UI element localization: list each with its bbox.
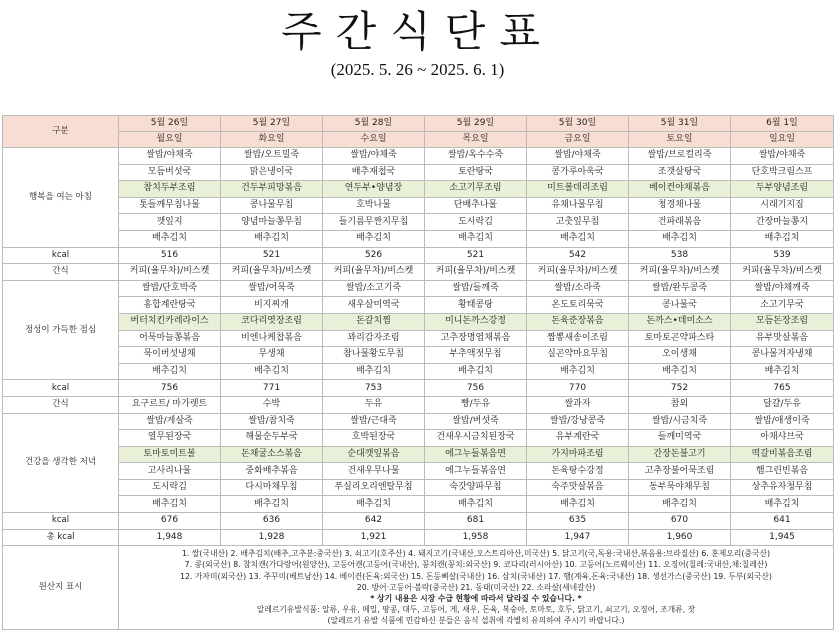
header-label: 구분	[3, 116, 119, 148]
menu-item: 햄그린빈볶음	[731, 463, 834, 480]
menu-item: 배추재첩국	[323, 164, 425, 181]
menu-item: 도시락김	[425, 214, 527, 231]
menu-item: 배추김치	[119, 230, 221, 247]
total-kcal-value: 1,947	[527, 529, 629, 546]
menu-item: 떡갈비볶음조림	[731, 446, 834, 463]
origin-line: 20. 방어·고등어·볼락(중국산) 21. 동태(미국산) 22. 소라살(세네갈산)	[356, 582, 596, 592]
menu-item: 쌀밥/들깨죽	[425, 280, 527, 297]
menu-item: 배추김치	[221, 496, 323, 513]
menu-item: 청경채나물	[629, 197, 731, 214]
header-date: 5월 30일	[527, 116, 629, 132]
snack-item: 커피(율무차)/비스켓	[221, 264, 323, 281]
menu-item: 비지찌개	[221, 297, 323, 314]
menu-item: 다시마채무침	[221, 479, 323, 496]
menu-item: 배추김치	[629, 363, 731, 380]
menu-item: 미트볼데리조림	[527, 181, 629, 198]
menu-item: 홍합계란탕국	[119, 297, 221, 314]
menu-item: 돈채굴소스볶음	[221, 446, 323, 463]
menu-item: 쌀밥/야채죽	[731, 148, 834, 165]
menu-item: 배추김치	[221, 363, 323, 380]
menu-item: 건새우시금치된장국	[425, 430, 527, 447]
menu-item: 배추김치	[731, 230, 834, 247]
snack-item: 커피(율무차)/비스켓	[527, 264, 629, 281]
menu-item: 쌀밥/어묵죽	[221, 280, 323, 297]
menu-item: 고사리나물	[119, 463, 221, 480]
menu-item: 참치두부조림	[119, 181, 221, 198]
menu-item: 비엔나케찹볶음	[221, 330, 323, 347]
menu-item: 쌀밥/옥수수죽	[425, 148, 527, 165]
menu-item: 돈육탕수강정	[527, 463, 629, 480]
total-kcal-label: 총 kcal	[3, 529, 119, 546]
menu-item: 황태콩탕	[425, 297, 527, 314]
breakfast-row	[3, 181, 834, 198]
menu-item: 배추김치	[629, 496, 731, 513]
menu-item: 고추장명엽채볶음	[425, 330, 527, 347]
menu-item: 소고기무국	[731, 297, 834, 314]
lunch-label: 정성이 가득한 점심	[3, 280, 119, 380]
snack-item: 커피(율무차)/비스켓	[323, 264, 425, 281]
kcal-value: 771	[221, 380, 323, 397]
lunch-row	[3, 347, 834, 364]
snack-item: 수박	[221, 396, 323, 413]
dinner-row	[3, 430, 834, 447]
header-date: 5월 29일	[425, 116, 527, 132]
kcal-value: 635	[527, 513, 629, 530]
menu-item: 미니돈까스강정	[425, 313, 527, 330]
menu-item: 쌀밥/오트밀죽	[221, 148, 323, 165]
snack-item: 커피(율무차)/비스켓	[425, 264, 527, 281]
kcal-value: 681	[425, 513, 527, 530]
kcal-value: 756	[425, 380, 527, 397]
menu-item: 돈육준장볶음	[527, 313, 629, 330]
snack-item: 참외	[629, 396, 731, 413]
menu-item: 소고기무조림	[425, 181, 527, 198]
header-day: 일요일	[731, 132, 834, 148]
menu-item: 무생채	[221, 347, 323, 364]
kcal-value: 641	[731, 513, 834, 530]
menu-item: 쌀밥/완두콩죽	[629, 280, 731, 297]
menu-item: 모듬돈장조림	[731, 313, 834, 330]
menu-item: 쌀밥/브로컬리죽	[629, 148, 731, 165]
menu-item: 배추김치	[425, 363, 527, 380]
menu-item: 코다리엿장조림	[221, 313, 323, 330]
menu-item: 시래기지짐	[731, 197, 834, 214]
menu-item: 쌀밥/야채죽	[119, 148, 221, 165]
menu-item: 토마토곤약파스타	[629, 330, 731, 347]
kcal-value: 770	[527, 380, 629, 397]
kcal-value: 521	[425, 247, 527, 264]
kcal-value: 538	[629, 247, 731, 264]
menu-item: 건새우무나물	[323, 463, 425, 480]
menu-item: 해물순두부국	[221, 430, 323, 447]
total-kcal-value: 1,958	[425, 529, 527, 546]
menu-item: 모듬버섯국	[119, 164, 221, 181]
date-range: (2025. 5. 26 ~ 2025. 6. 1)	[330, 60, 505, 79]
menu-item: 고추장불어묵조림	[629, 463, 731, 480]
snack-item: 빵/두유	[425, 396, 527, 413]
menu-item: 배추김치	[731, 496, 834, 513]
menu-item: 들깨미역국	[629, 430, 731, 447]
lunch-row	[3, 297, 834, 314]
menu-item: 호박된장국	[323, 430, 425, 447]
menu-item: 중화배추볶음	[221, 463, 323, 480]
menu-item: 간장돈불고기	[629, 446, 731, 463]
kcal-value: 756	[119, 380, 221, 397]
breakfast-row	[3, 230, 834, 247]
breakfast-row	[3, 214, 834, 231]
header-date: 5월 27일	[221, 116, 323, 132]
menu-item: 돈까스•데미소스	[629, 313, 731, 330]
kcal-value: 521	[221, 247, 323, 264]
origin-line: 1. 쌀(국내산) 2. 배추김치(배추,고추분:중국산) 3. 쇠고기(호주산) 4. 돼지고기(국내산,오스트리아산,미국산) 5. 닭고기(국,독용:국내산,볶음용:브라질산) 6. 훈제오리(중국산)	[181, 549, 771, 559]
menu-item: 쌀밥/게살죽	[119, 413, 221, 430]
breakfast-label: 행복을 여는 아침	[3, 148, 119, 248]
kcal-value: 636	[221, 513, 323, 530]
menu-item: 쌀밥/야채죽	[323, 148, 425, 165]
menu-item: 배추김치	[323, 496, 425, 513]
menu-item: 순대깻잎볶음	[323, 446, 425, 463]
menu-item: 참나물황도무침	[323, 347, 425, 364]
menu-item: 배추김치	[731, 363, 834, 380]
menu-item: 베이컨야채볶음	[629, 181, 731, 198]
menu-item: 유부맛살볶음	[731, 330, 834, 347]
total-kcal-value: 1,921	[323, 529, 425, 546]
header-day: 금요일	[527, 132, 629, 148]
menu-item: 쌀밥/애생이죽	[731, 413, 834, 430]
menu-item: 단배추나물	[425, 197, 527, 214]
menu-item: 쌀밥/소고기죽	[323, 280, 425, 297]
kcal-value: 542	[527, 247, 629, 264]
kcal-value: 526	[323, 247, 425, 264]
menu-item: 배추김치	[527, 363, 629, 380]
menu-item: 콩나물무침	[221, 197, 323, 214]
kcal-value: 642	[323, 513, 425, 530]
kcal-value: 676	[119, 513, 221, 530]
menu-item: 콩나물겨자냉채	[731, 347, 834, 364]
header-day: 토요일	[629, 132, 731, 148]
total-kcal-value: 1,960	[629, 529, 731, 546]
menu-item: 배추김치	[629, 230, 731, 247]
menu-item: 간장마늘쫑지	[731, 214, 834, 231]
menu-item: 양념마늘쫑무침	[221, 214, 323, 231]
header-day: 수요일	[323, 132, 425, 148]
snack-label: 간식	[3, 396, 119, 413]
menu-item: 두부양념조림	[731, 181, 834, 198]
menu-item: 배추김치	[119, 496, 221, 513]
menu-item: 쌀밥/시금치죽	[629, 413, 731, 430]
menu-item: 오이생채	[629, 347, 731, 364]
menu-item: 도시락김	[119, 479, 221, 496]
menu-item: 동부묵야채무침	[629, 479, 731, 496]
menu-item: 아채샤브국	[731, 430, 834, 447]
snack-label: 간식	[3, 264, 119, 281]
menu-item: 숙주맛살볶음	[527, 479, 629, 496]
menu-item: 쌀밥/소라죽	[527, 280, 629, 297]
header-day: 화요일	[221, 132, 323, 148]
dinner-row	[3, 446, 834, 463]
menu-item: 톳들깨무침나물	[119, 197, 221, 214]
snack-item: 커피(율무차)/비스켓	[119, 264, 221, 281]
snack-item: 커피(율무차)/비스켓	[629, 264, 731, 281]
allergy-list: 알레르기유발식품: 알류, 우유, 메밀, 땅콩, 대두, 고등어, 게, 새우, 돈육, 복숭아, 토마토, 호두, 닭고기, 쇠고기, 오징어, 조개류, 잣	[256, 605, 696, 615]
origin-label: 원산지 표시	[3, 546, 119, 629]
dinner-row	[3, 479, 834, 496]
menu-item: 토란탕국	[425, 164, 527, 181]
menu-item: 쌀밥/단호박죽	[119, 280, 221, 297]
header-date: 6월 1일	[731, 116, 834, 132]
page-title: 주간식단표	[281, 7, 554, 56]
header-day: 목요일	[425, 132, 527, 148]
kcal-value: 753	[323, 380, 425, 397]
menu-item: 온도토리묵국	[527, 297, 629, 314]
menu-item: 열무된장국	[119, 430, 221, 447]
menu-item: 배추김치	[221, 230, 323, 247]
menu-item: 배추김치	[119, 363, 221, 380]
breakfast-row	[3, 148, 834, 165]
snack-item: 요구르트/ 마가렛트	[119, 396, 221, 413]
menu-item: 토마토미트볼	[119, 446, 221, 463]
menu-item: 유채나물무침	[527, 197, 629, 214]
menu-item: 쌀밥/강낭콩죽	[527, 413, 629, 430]
menu-item: 짬뽕새송이조림	[527, 330, 629, 347]
snack-item: 두유	[323, 396, 425, 413]
menu-item: 배추김치	[527, 230, 629, 247]
menu-item: 쌀밥/야채죽	[527, 148, 629, 165]
weekly-menu-table	[2, 115, 834, 630]
menu-item: 건파래볶음	[629, 214, 731, 231]
dinner-label: 건강을 생각한 저녁	[3, 413, 119, 513]
lunch-row	[3, 330, 834, 347]
kcal-value: 752	[629, 380, 731, 397]
origin-notes	[119, 546, 834, 629]
menu-item: 배추김치	[323, 230, 425, 247]
menu-item: 숙갓양파무침	[425, 479, 527, 496]
breakfast-row	[3, 164, 834, 181]
menu-item: 쌀밥/참치죽	[221, 413, 323, 430]
dinner-row	[3, 413, 834, 430]
snack-item: 달걀/두유	[731, 396, 834, 413]
menu-item: 푸실리오리엔탈무침	[323, 479, 425, 496]
menu-item: 호박나물	[323, 197, 425, 214]
lunch-row	[3, 280, 834, 297]
menu-item: 유부계란국	[527, 430, 629, 447]
header-date: 5월 28일	[323, 116, 425, 132]
dinner-row	[3, 496, 834, 513]
total-kcal-value: 1,945	[731, 529, 834, 546]
total-kcal-value: 1,948	[119, 529, 221, 546]
menu-item: 단호박크림스프	[731, 164, 834, 181]
origin-notice: * 상기 내용은 시장 수급 현황에 따라서 달라질 수 있습니다. *	[370, 594, 582, 604]
breakfast-kcal-label: kcal	[3, 247, 119, 264]
menu-item: 돈갈치찜	[323, 313, 425, 330]
kcal-value: 539	[731, 247, 834, 264]
allergy-note: (알레르기 유발 식품에 민감하신 분들은 음식 섭취에 각별히 유의하여 주시기 바랍니다.)	[327, 616, 625, 626]
menu-item: 묵이버섯냉채	[119, 347, 221, 364]
dinner-row	[3, 463, 834, 480]
menu-item: 쌀밥/야채깨죽	[731, 280, 834, 297]
lunch-row	[3, 363, 834, 380]
menu-item: 상추유자청무침	[731, 479, 834, 496]
menu-item: 콩가루아욱국	[527, 164, 629, 181]
menu-item: 연두부•양념장	[323, 181, 425, 198]
menu-item: 조갯살탕국	[629, 164, 731, 181]
kcal-value: 670	[629, 513, 731, 530]
header-date: 5월 26일	[119, 116, 221, 132]
menu-item: 맑은냉이국	[221, 164, 323, 181]
kcal-value: 516	[119, 247, 221, 264]
header-day: 월요일	[119, 132, 221, 148]
menu-item: 부추액젓무침	[425, 347, 527, 364]
snack-item: 커피(율무차)/비스켓	[731, 264, 834, 281]
menu-item: 에그누들볶음면	[425, 463, 527, 480]
menu-item: 배추김치	[425, 496, 527, 513]
menu-item: 건두부피망볶음	[221, 181, 323, 198]
kcal-value: 765	[731, 380, 834, 397]
lunch-kcal-label: kcal	[3, 380, 119, 397]
menu-item: 쌀밥/버섯죽	[425, 413, 527, 430]
origin-line: 7. 콩(외국산) 8. 참치캔(가다랑어(원양산), 고등어캔(고등어(국내산), 꽁치캔(꽁치:외국산) 9. 코다리(러시아산) 10. 고등어(노르웨이산) 11. 오징어(칠레:국내산,채:칠레산)	[184, 560, 768, 570]
menu-item: 실곤약마요무침	[527, 347, 629, 364]
origin-line: 12. 가자미(외국산) 13. 주꾸미(베트남산) 14. 베이컨(돈육:외국산) 15. 돈등뼈살(국내산) 16. 삼치(국내산) 17. 햄(계육,돈육:국내산) 18. 생선가스(중국산) 19. 두부(외국산)	[180, 571, 772, 581]
menu-item: 배추김치	[323, 363, 425, 380]
menu-item: 에그누들볶음면	[425, 446, 527, 463]
menu-item: 배추김치	[527, 496, 629, 513]
menu-item: 고춧잎무침	[527, 214, 629, 231]
lunch-row	[3, 313, 834, 330]
menu-item: 버터치킨카레라이스	[119, 313, 221, 330]
total-kcal-value: 1,928	[221, 529, 323, 546]
snack-item: 쌀과자	[527, 396, 629, 413]
menu-item: 꽈리감자조림	[323, 330, 425, 347]
menu-item: 배추김치	[425, 230, 527, 247]
menu-item: 깻잎지	[119, 214, 221, 231]
menu-item: 쌀밥/근대죽	[323, 413, 425, 430]
menu-item: 들기름무짠지무침	[323, 214, 425, 231]
menu-item: 콩나물국	[629, 297, 731, 314]
menu-item: 새우살미역국	[323, 297, 425, 314]
menu-item: 어묵마늘쫑볶음	[119, 330, 221, 347]
breakfast-row	[3, 197, 834, 214]
dinner-kcal-label: kcal	[3, 513, 119, 530]
header-date: 5월 31일	[629, 116, 731, 132]
menu-item: 가지마파조림	[527, 446, 629, 463]
